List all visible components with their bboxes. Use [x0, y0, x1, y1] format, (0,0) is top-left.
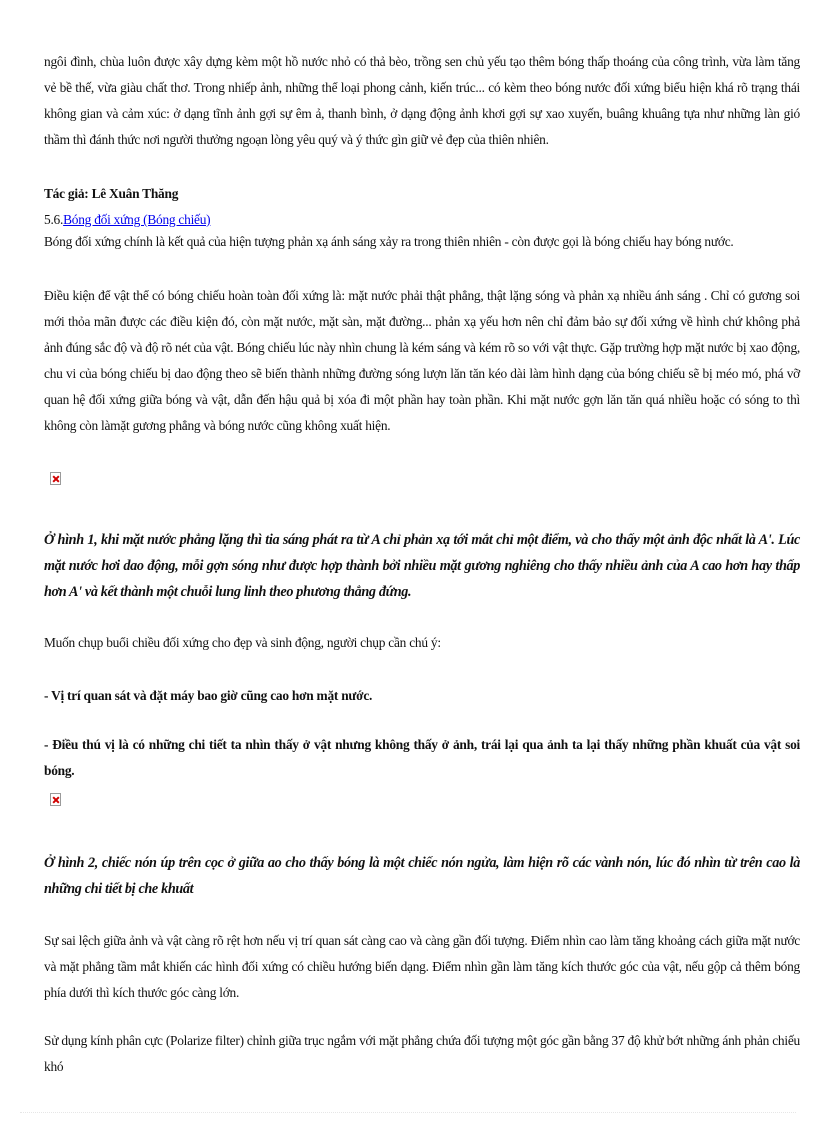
- author-line: Tác giả: Lê Xuân Thăng: [44, 186, 179, 201]
- tips-intro: Muốn chụp buổi chiều đối xứng cho đẹp và sinh động, người chụp cần chú ý:: [44, 635, 441, 650]
- deviation-paragraph: Sự sai lệch giữa ảnh và vật càng rõ rệt hơn nếu vị trí quan sát càng cao và càng gần đối tượng. Điểm nhìn cao làm tăng khoảng cách giữa mặt nước và mặt phẳng tầm mắt khiến các hình đối xứng có chiều hướng biến dạng. Điểm nhìn gần làm tăng kích thước góc của vật, nếu gộp cả thêm bóng phía dưới thì kích thước góc càng lớn.: [44, 933, 800, 1000]
- polarize-paragraph: Sử dụng kính phân cực (Polarize filter) chỉnh giữa trục ngắm với mặt phẳng chứa đối tượng một góc gần bằng 37 độ khử bớt những ánh phản chiếu khó: [44, 1033, 800, 1074]
- conditions-paragraph: Điều kiện để vật thể có bóng chiếu hoàn toàn đối xứng là: mặt nước phải thật phẳng, thật lặng sóng và phản xạ nhiều ánh sáng . Chỉ có gương soi mới thỏa mãn được các điều kiện đó, còn mặt nước, mặt sàn, mặt đường... phản xạ yếu hơn nên chỉ đảm bảo sự đối xứng về hình chứ không phả ảnh đúng sắc độ và độ rõ nét của vật. Bóng chiếu lúc này nhìn chung là kém sáng và kém rõ so với vật thực. Gặp trường hợp mặt nước bị xao động, chu vi của bóng chiếu bị dao động theo sẽ biến thành những đường sóng lượn lăn tăn kéo dài làm hình dạng của bóng chiếu sẽ bị méo mó, phá vỡ quan hệ đối xứng giữa bóng và vật, dẫn đến hậu quả bị xóa đi một phần hay toàn phần. Khi mặt nước gợn lăn tăn quá nhiều hoặc có sóng to thì không còn làmặt gương phẳng và bóng nước cũng không xuất hiện.: [44, 288, 800, 433]
- page-divider: [20, 1112, 796, 1113]
- figure1-caption: Ở hình 1, khi mặt nước phẳng lặng thì tia sáng phát ra từ A chỉ phản xạ tới mắt chỉ một điểm, và cho thấy một ảnh độc nhất là A'. Lúc mặt nước hơi dao động, mỗi gợn sóng như được hợp thành bởi nhiều mặt gương nghiêng cho thấy nhiều ảnh của A cao hơn hay thấp hơn A' và kết thành một chuỗi lung linh theo phương thẳng đứng.: [44, 532, 800, 600]
- figure2-caption: Ở hình 2, chiếc nón úp trên cọc ở giữa ao cho thấy bóng là một chiếc nón ngửa, làm hiện rõ các vành nón, lúc đó nhìn từ trên cao là những chi tiết bị che khuất: [44, 855, 800, 897]
- section-number: 5.6.: [44, 212, 64, 227]
- tip-1: - Vị trí quan sát và đặt máy bao giờ cũng cao hơn mặt nước.: [44, 688, 373, 703]
- broken-image-icon: [50, 472, 61, 485]
- tip-2: - Điều thú vị là có những chi tiết ta nhìn thấy ở vật nhưng không thấy ở ảnh, trái lại qua ảnh ta lại thấy những phần khuất của vật soi bóng.: [44, 737, 800, 778]
- definition-paragraph: Bóng đối xứng chính là kết quả của hiện tượng phản xạ ánh sáng xảy ra trong thiên nhiên - còn được gọi là bóng chiếu hay bóng nước.: [44, 234, 734, 249]
- broken-image-icon: [50, 793, 61, 806]
- intro-paragraph: ngôi đình, chùa luôn được xây dựng kèm một hồ nước nhỏ có thả bèo, trồng sen chủ yếu tạo thêm bóng thấp thoáng của công trình, vừa làm tăng vẻ bề thế, vừa giàu chất thơ. Trong nhiếp ảnh, những thể loại phong cảnh, kiến trúc... có kèm theo bóng nước đối xứng biểu hiện khá rõ trạng thái không gian và cảm xúc: ở dạng tĩnh ảnh gợi sự êm ả, thanh bình, ở dạng động ảnh khơi gợi sự xao xuyến, buâng khuâng tựa như những làn gió thầm thì đánh thức nơi người thưởng ngoạn lòng yêu quý và ý thức gìn giữ vẻ đẹp của thiên nhiên.: [44, 54, 800, 147]
- section-link[interactable]: Bóng đối xứng (Bóng chiếu): [63, 212, 211, 227]
